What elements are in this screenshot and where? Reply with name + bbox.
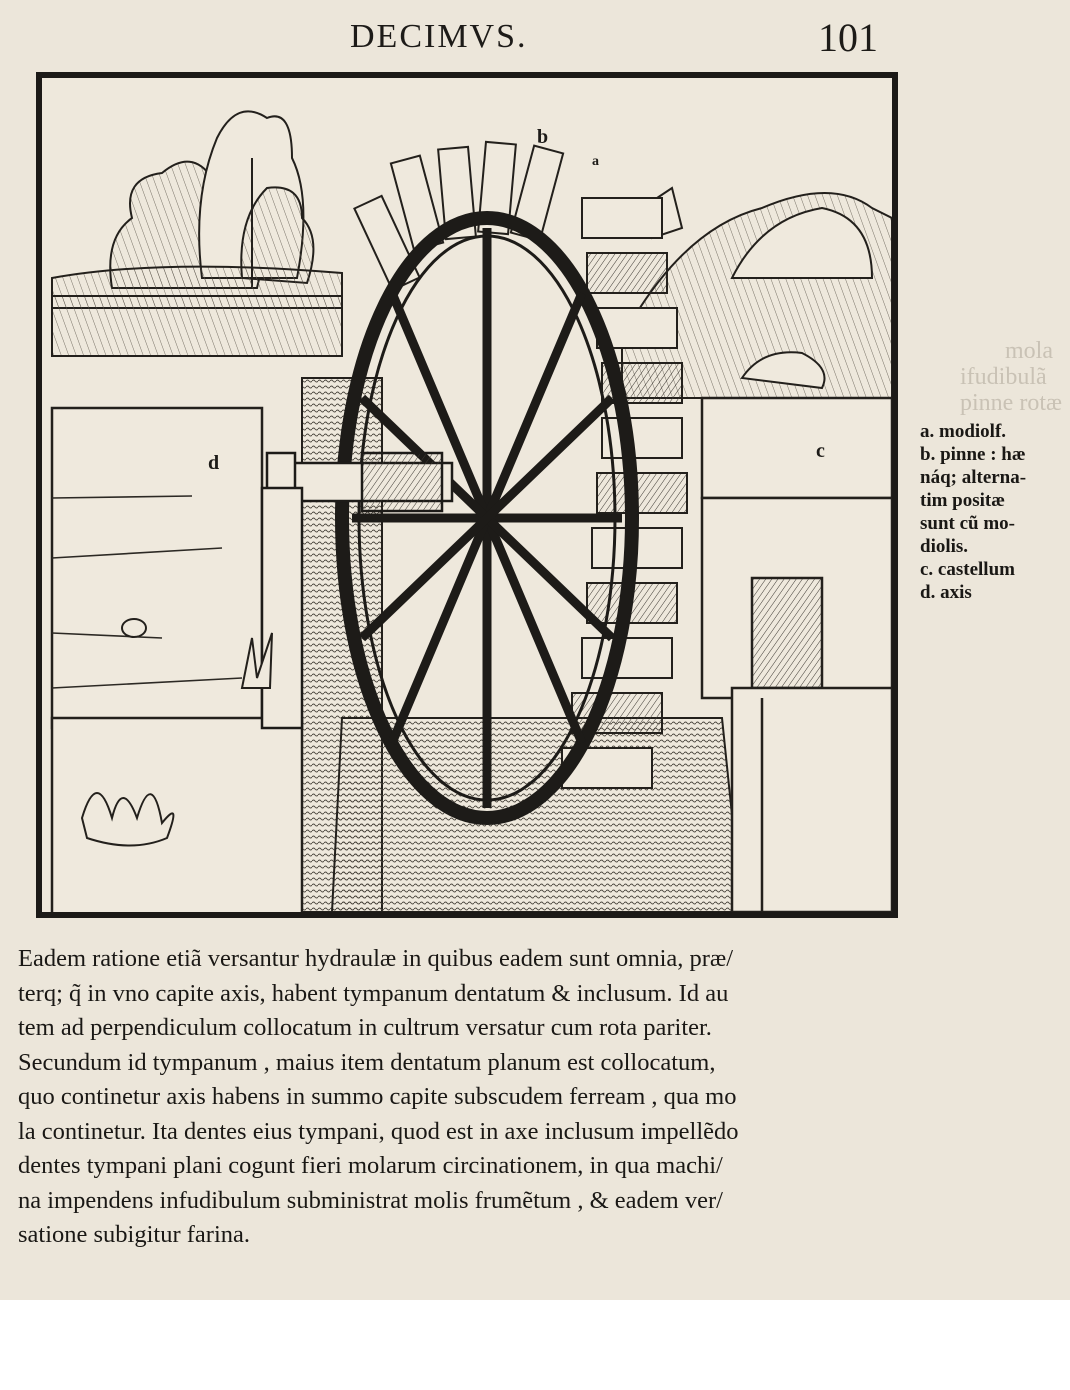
body-line: la continetur. Ita dentes eius tympani, quod est in axe inclusum impellẽdo [18, 1117, 739, 1145]
bleed-through-line: pinne rotæ [960, 390, 1062, 416]
body-line: quo continetur axis habens in summo capite subscudem ferream , qua mo [18, 1083, 737, 1110]
body-line: Eadem ratione etiã versantur hydraulæ in quibus eadem sunt omnia, præ/ [18, 945, 734, 972]
legend-line: náq; alterna- [920, 467, 1027, 488]
body-line: na impendens infudibulum subministrat molis frumẽtum , & eadem ver/ [18, 1186, 723, 1214]
page-number: 101 [818, 15, 878, 60]
trees-left [110, 111, 313, 288]
woodcut-illustration [36, 72, 898, 918]
left-pier [52, 408, 262, 728]
figure-label-b: b [537, 126, 549, 148]
paddles [354, 142, 563, 290]
figure-label-c: c [816, 440, 825, 462]
legend-line: diolis. [920, 536, 969, 557]
figure-legend [920, 420, 1060, 604]
running-title: DECIMVS. [350, 18, 528, 55]
body-paragraph [18, 942, 938, 1253]
legend-line: b. pinne : hæ [920, 444, 1026, 465]
legend-line: a. modiolf. [920, 421, 1007, 442]
bleed-through-line: mola [1005, 338, 1053, 364]
body-line: Secundum id tympanum , maius item dentatum planum est collocatum, [18, 1048, 716, 1076]
figure-label-d: d [208, 452, 220, 474]
bleed-through-line: ifudibulã [960, 364, 1047, 390]
figure-label-a: a [592, 154, 599, 169]
water-wheel-woodcut [42, 78, 892, 912]
water-wheel [342, 218, 632, 818]
body-line: terq; q̃ in vno capite axis, habent tympanum dentatum & inclusum. Id au [18, 979, 729, 1007]
legend-line: d. axis [920, 582, 972, 603]
legend-line: c. castellum [920, 559, 1015, 580]
body-line: tem ad perpendiculum collocatum in cultrum versatur cum rota pariter. [18, 1014, 712, 1041]
body-line: dentes tympani plani cogunt fieri molarum circinationem, in qua machi/ [18, 1152, 723, 1179]
body-line: satione subigitur farina. [18, 1221, 251, 1248]
image-bottom-margin [0, 1300, 1070, 1390]
flume-top [52, 296, 342, 356]
legend-line: tim positæ [920, 490, 1005, 511]
legend-line: sunt cũ mo- [920, 513, 1016, 534]
